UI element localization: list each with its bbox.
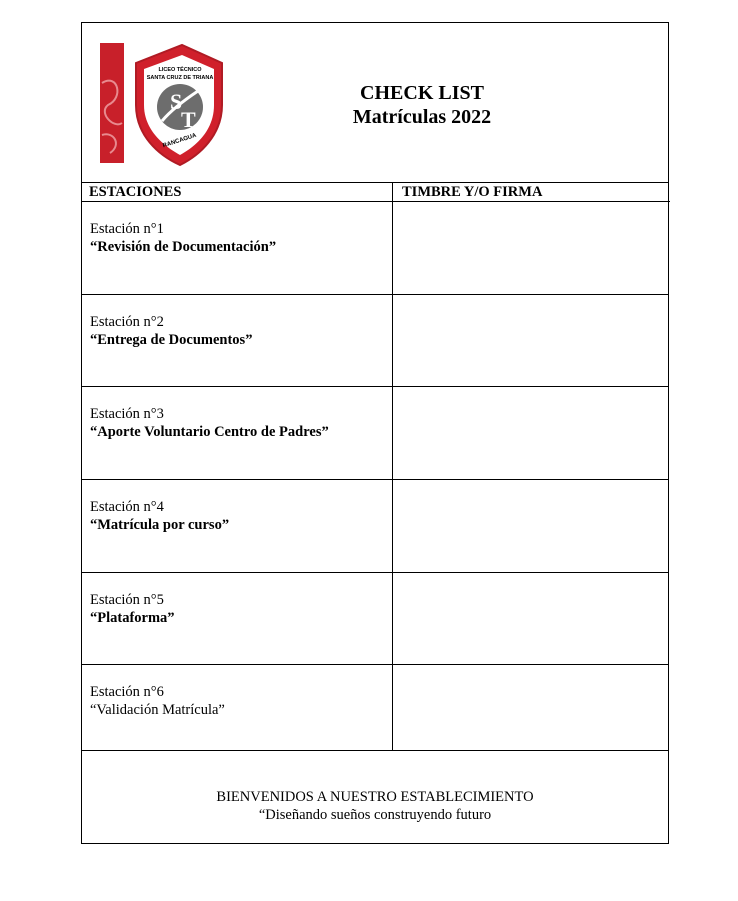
station-number: Estación n°5 xyxy=(90,592,164,608)
station-row-6 xyxy=(82,665,668,751)
stamp-cell[interactable] xyxy=(393,295,670,386)
document-subtitle: Matrículas 2022 xyxy=(352,106,492,128)
footer xyxy=(82,750,668,843)
checklist-sheet xyxy=(81,22,669,844)
station-row-1 xyxy=(82,202,668,295)
station-name: “Matrícula por curso” xyxy=(90,517,230,533)
logo-text-mid: SANTA CRUZ DE TRIANA xyxy=(146,75,214,81)
stamp-cell[interactable] xyxy=(393,665,670,750)
station-name: “Aporte Voluntario Centro de Padres” xyxy=(90,424,329,440)
station-cell xyxy=(82,202,393,294)
column-header-stations: ESTACIONES xyxy=(82,183,393,202)
stamp-cell[interactable] xyxy=(393,387,670,479)
title-block xyxy=(312,81,532,129)
stamp-cell[interactable] xyxy=(393,480,670,572)
station-cell xyxy=(82,573,393,664)
station-row-2 xyxy=(82,295,668,387)
station-name: “Validación Matrícula” xyxy=(90,702,225,718)
logo-text-top: LICEO TÉCNICO xyxy=(158,67,202,73)
station-cell xyxy=(82,665,393,750)
station-cell xyxy=(82,387,393,479)
welcome-text: BIENVENIDOS A NUESTRO ESTABLECIMIENTO xyxy=(216,789,534,805)
station-number: Estación n°6 xyxy=(90,684,164,700)
logo-monogram-s: S xyxy=(170,89,183,114)
station-cell xyxy=(82,480,393,572)
station-row-3 xyxy=(82,387,668,480)
station-number: Estación n°1 xyxy=(90,221,164,237)
document-title: CHECK LIST xyxy=(360,82,484,104)
station-name: “Entrega de Documentos” xyxy=(90,332,253,348)
motto-text: “Diseñando sueños construyendo futuro xyxy=(258,807,492,823)
station-row-5 xyxy=(82,573,668,665)
stamp-cell[interactable] xyxy=(393,573,670,664)
station-cell xyxy=(82,295,393,386)
column-header-stamp: TIMBRE Y/O FIRMA xyxy=(393,183,670,202)
station-row-4 xyxy=(82,480,668,573)
header xyxy=(82,23,668,183)
station-number: Estación n°2 xyxy=(90,314,164,330)
station-number: Estación n°3 xyxy=(90,406,164,422)
station-name: “Plataforma” xyxy=(90,610,175,626)
logo-text-bottom: RANCAGUA xyxy=(162,132,198,150)
school-logo xyxy=(100,43,226,169)
station-name: “Revisión de Documentación” xyxy=(90,239,277,255)
station-number: Estación n°4 xyxy=(90,499,164,515)
stamp-cell[interactable] xyxy=(393,202,670,294)
logo-monogram-t: T xyxy=(181,107,196,132)
